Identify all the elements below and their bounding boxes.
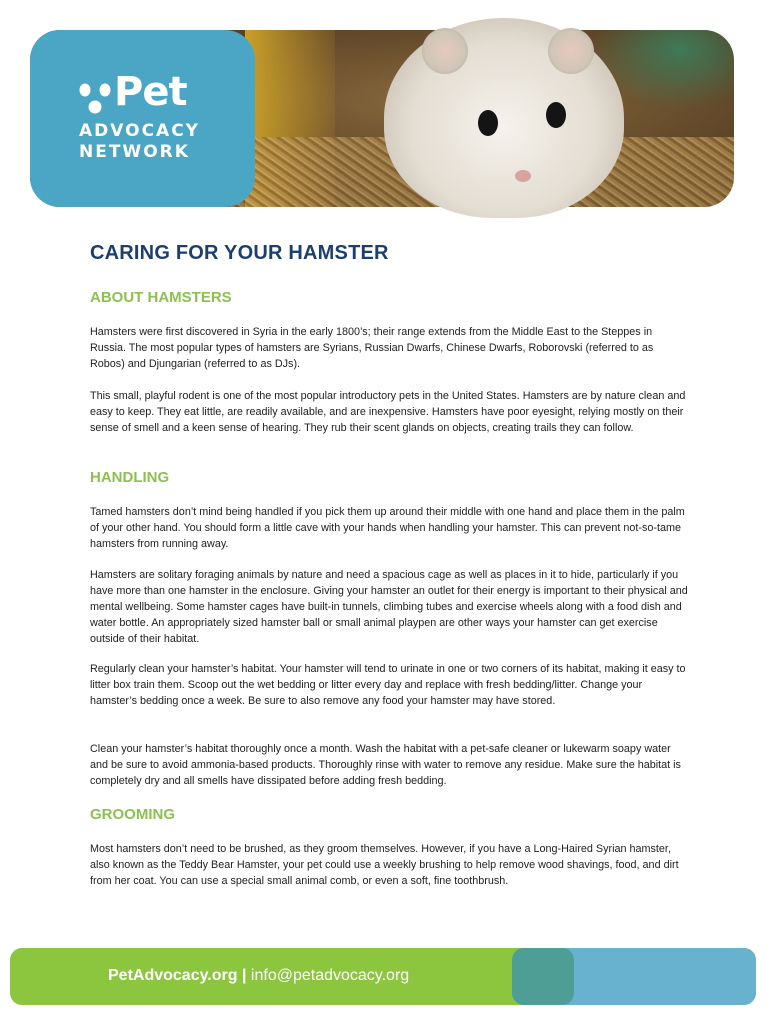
paragraph: Hamsters are solitary foraging animals by nature and need a spacious cage as well as places in it to hide, particularly if you have more than one hamster in the enclosure. Giving your hamster an outlet for their energy is important to their physical and mental wellbeing. Some hamster cages have built-in tunnels, climbing tubes and exercise wheels along with a food dish and water bottle. An appropriately sized hamster ball or small animal playpen are other ways your hamster can get exercise outside of their habitat. [90, 569, 688, 645]
logo-line-advocacy: ADVOCACY [79, 121, 200, 141]
footer-email-link[interactable]: info@petadvocacy.org [250, 967, 410, 984]
logo-brand: Pet [114, 69, 187, 115]
paragraph: Hamsters were first discovered in Syria in the early 1800’s; their range extends from the Middle East to the Steppes in Russia. The most popular types of hamsters are Syrians, Russian Dwarfs, Chinese Dwarfs, Roborovski (referred to as Robos) and Djungarian (referred to as DJs). [90, 326, 654, 370]
section-heading-grooming: GROOMING [90, 806, 175, 823]
footer-contact [108, 967, 409, 985]
section-heading-about: ABOUT HAMSTERS [90, 289, 232, 306]
paragraph: Most hamsters don’t need to be brushed, as they groom themselves. However, if you have a Long-Haired Syrian hamster, also known as the Teddy Bear Hamster, your pet could use a weekly brushing to help remove wood shavings, food, and dirt from her coat. You can use a special small animal comb, or even a soft, fine toothbrush. [90, 843, 679, 887]
logo [30, 30, 255, 207]
footer-bar [10, 948, 756, 1005]
footer-accent [512, 948, 574, 1005]
footer-separator: | [241, 967, 247, 984]
paragraph: This small, playful rodent is one of the most popular introductory pets in the United States. Hamsters are by nature clean and easy to keep. They eat little, are readily available, and are inexpensive. Hamsters have poor eyesight, relying mostly on their sense of smell and a keen sense of hearing. They rub their scent glands on objects, creating trails they can follow. [90, 390, 686, 434]
paragraph: Regularly clean your hamster’s habitat. Your hamster will tend to urinate in one or two corners of its habitat, making it easy to litter box train them. Scoop out the wet bedding or litter every day and replace with fresh bedding/litter. Change your hamster’s bedding once a week. Be sure to also remove any food your hamster may have stored. [90, 663, 686, 707]
section-heading-handling: HANDLING [90, 469, 170, 486]
page-title: CARING FOR YOUR HAMSTER [90, 242, 389, 264]
logo-line-network: NETWORK [79, 142, 190, 162]
paragraph: Clean your hamster’s habitat thoroughly once a month. Wash the habitat with a pet-safe cleaner or lukewarm soapy water and be sure to avoid ammonia-based products. Thoroughly rinse with water to remove any residue. Make sure the habitat is completely dry and all smells have dissipated before adding fresh bedding. [90, 743, 681, 787]
footer-website-link[interactable]: PetAdvocacy.org [108, 967, 238, 984]
paragraph: Tamed hamsters don’t mind being handled if you pick them up around their middle with one hand and place them in the palm of your other hand. You should form a little cave with your hands when handling your hamster. This can prevent not-so-tame hamsters from running away. [90, 506, 685, 550]
paw-icon [78, 80, 112, 114]
